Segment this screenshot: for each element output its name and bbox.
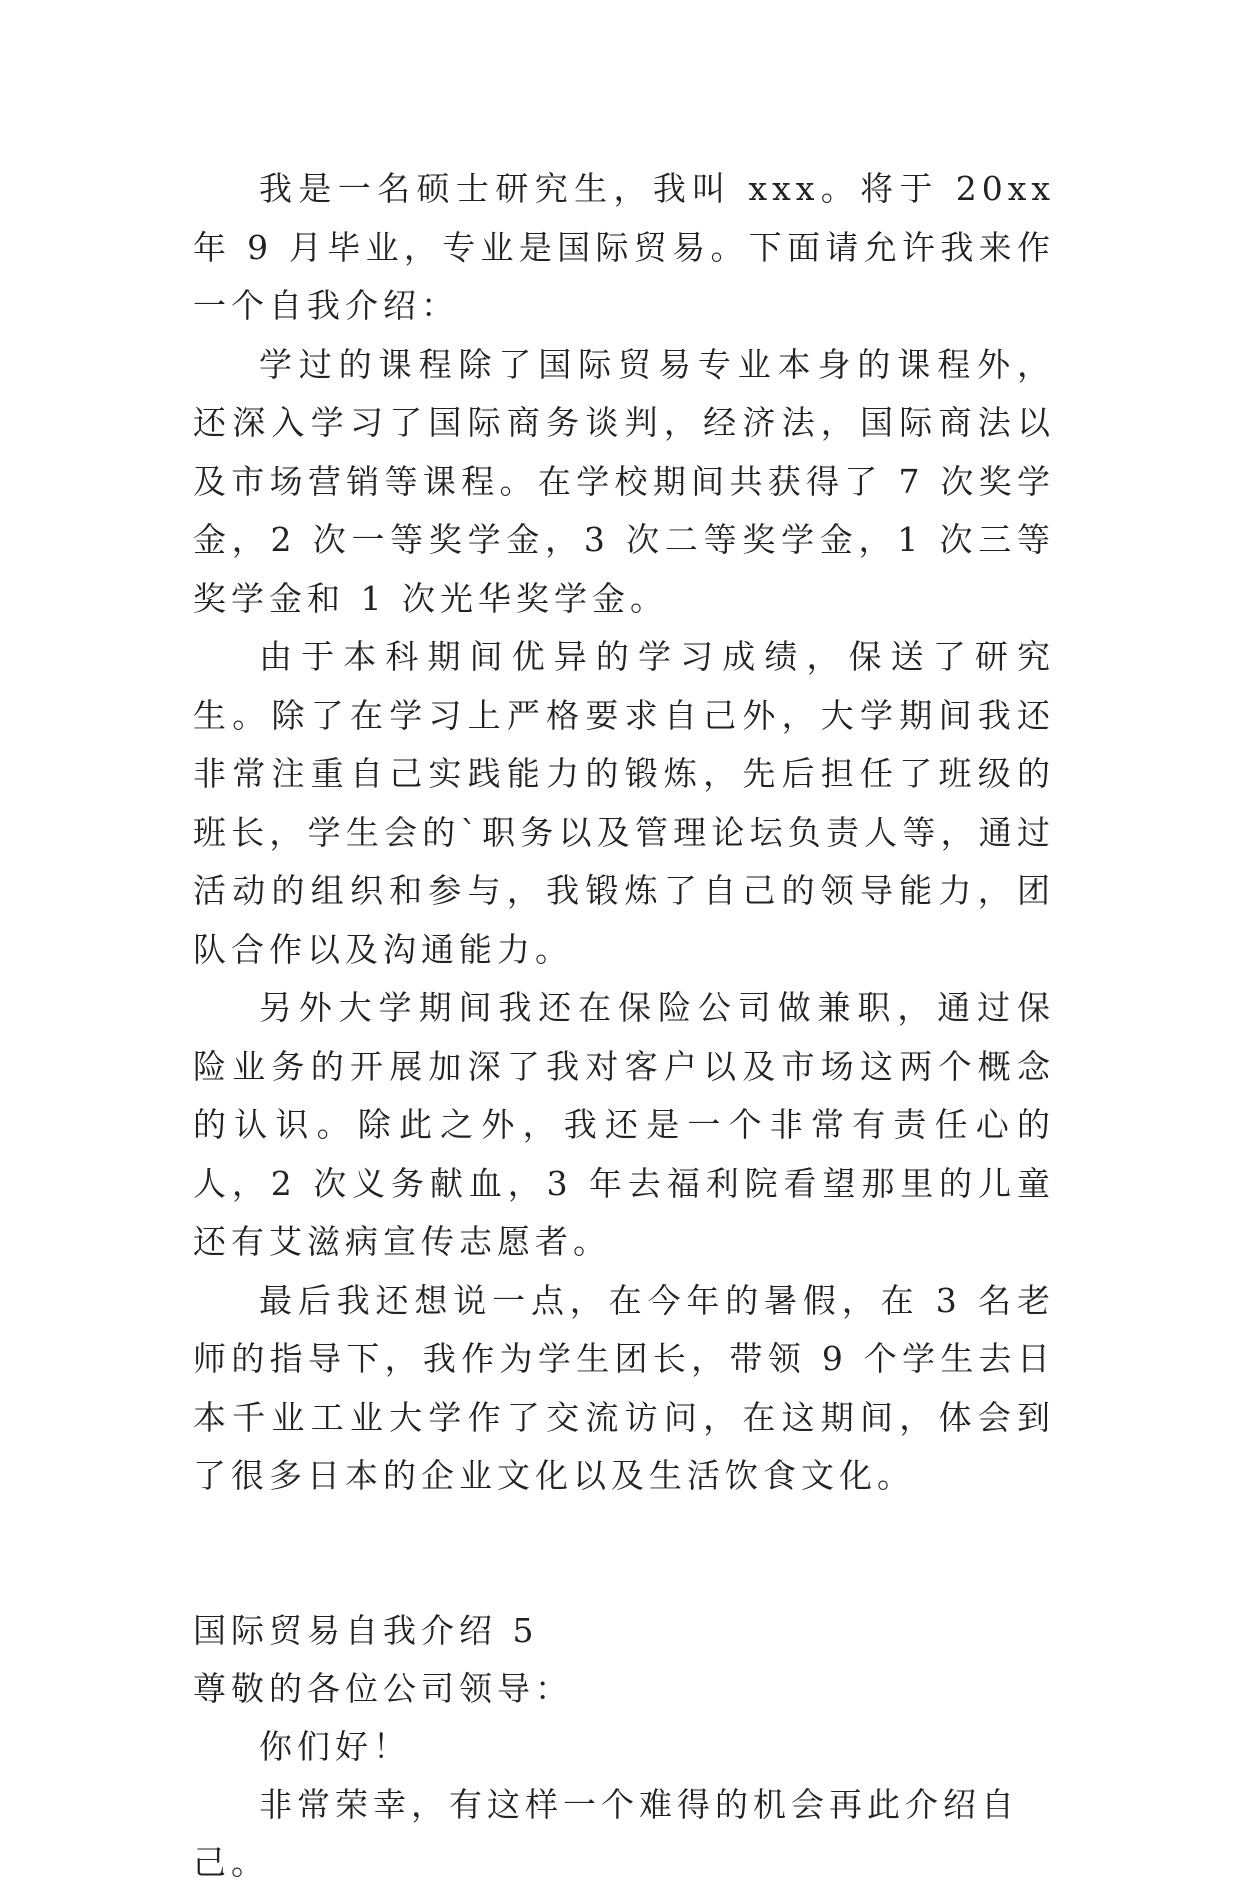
paragraph-practice: 由于本科期间优异的学习成绩，保送了研究生。除了在学习上严格要求自己外，大学期间我还非常注重自己实践能力的锻炼，先后担任了班级的班长，学生会的`职务以及管理论坛负责人等，通过活动的组织和参与，我锻炼了自己的领导能力，团队合作以及沟通能力。 xyxy=(193,637,1055,969)
document-body xyxy=(193,160,1055,1892)
paragraph-courses: 学过的课程除了国际贸易专业本身的课程外，还深入学习了国际商务谈判，经济法，国际商法以及市场营销等课程。在学校期间共获得了 7 次奖学金，2 次一等奖学金，3 次二等奖学金，1 次三等奖学金和 1 次光华奖学金。 xyxy=(193,344,1055,618)
paragraph-exchange: 最后我还想说一点，在今年的暑假，在 3 名老师的指导下，我作为学生团长，带领 9 个学生去日本千业工业大学作了交流访问，在这期间，体会到了很多日本的企业文化以及生活饮食文化。 xyxy=(193,1280,1055,1495)
paragraph-intro: 我是一名硕士研究生，我叫 xxx。将于 20xx 年 9 月毕业，专业是国际贸易。下面请允许我来作一个自我介绍： xyxy=(193,169,1055,325)
paragraph-parttime: 另外大学期间我还在保险公司做兼职，通过保险业务的开展加深了我对客户以及市场这两个概念的认识。除此之外，我还是一个非常有责任心的人，2 次义务献血，3 年去福利院看望那里的儿童还有艾滋病宣传志愿者。 xyxy=(193,988,1055,1261)
closing-line: 非常荣幸，有这样一个难得的机会再此介绍自己。 xyxy=(193,1784,1019,1882)
section-title: 国际贸易自我介绍 5 xyxy=(193,1610,539,1650)
salutation: 尊敬的各位公司领导： xyxy=(193,1668,573,1708)
greeting: 你们好！ xyxy=(259,1726,411,1766)
